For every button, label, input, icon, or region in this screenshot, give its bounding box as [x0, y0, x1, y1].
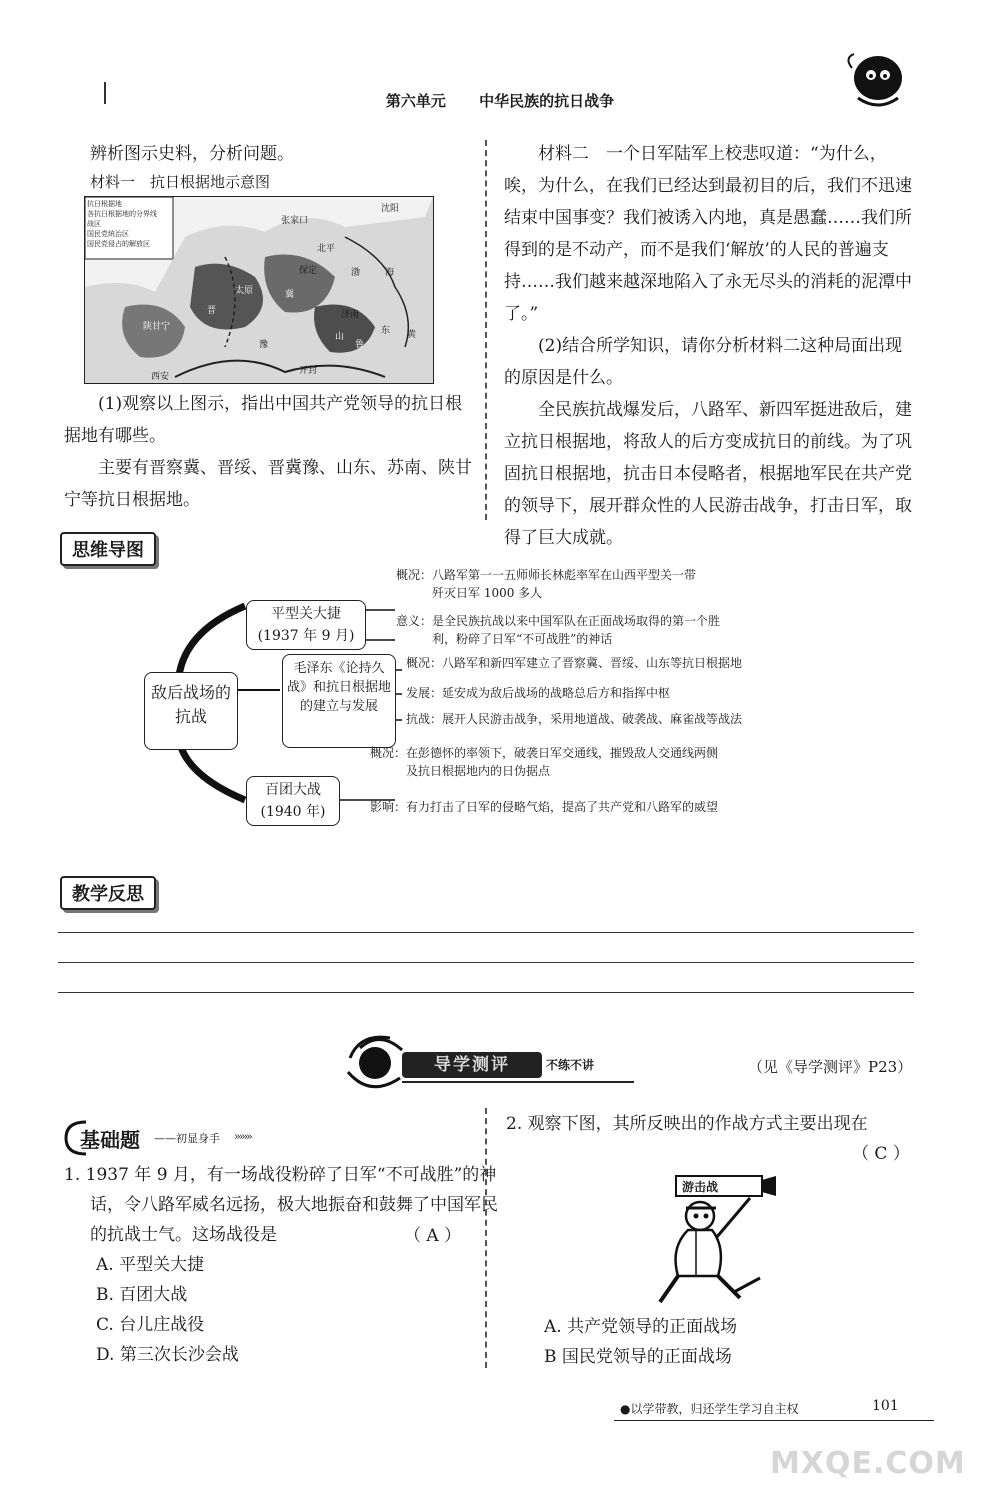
- footer-slogan: ●以学带教，归还学生学习自主权: [620, 1402, 799, 1416]
- pingxingguan-title: 平型关大捷: [271, 606, 341, 622]
- basic-title: 基础题: [80, 1128, 140, 1152]
- reflection-tag: 教学反思: [60, 876, 156, 910]
- map-label-yu: 豫: [259, 340, 269, 350]
- unit-title: 中华民族的抗日战争: [479, 92, 615, 110]
- map-label-lu: 鲁: [355, 340, 365, 350]
- answer-1-map: 主要有晋察冀、晋绥、晋冀豫、山东、苏南、陕甘宁等抗日根据地。: [64, 458, 472, 510]
- question-2-option-b: B 国民党领导的正面战场: [544, 1347, 732, 1367]
- guide-test-banner: [340, 1052, 640, 1082]
- pingxingguan-overview: [396, 566, 696, 602]
- hundred-regiments-overview-line2: 及抗日根据地内的日伪据点: [406, 764, 551, 778]
- mindmap-branch-base-areas: 毛泽东《论持久战》和抗日根据地的建立与发展: [282, 654, 396, 748]
- base-area-map: [84, 196, 434, 384]
- pingxingguan-significance-line1: 意义：是全民族抗战以来中国军队在正面战场取得的第一个胜: [396, 614, 721, 628]
- pingxingguan-date: (1937 年 9 月): [257, 628, 355, 644]
- map-label-shan: 山: [335, 332, 345, 342]
- basic-subtitle: ——初显身手: [154, 1132, 220, 1145]
- pingxingguan-overview-line1: 概况：八路军第一一五师师长林彪率军在山西平型关一带: [396, 568, 697, 582]
- answer-2-analysis: 全民族抗战爆发后，八路军、新四军挺进敌后，建立抗日根据地，将敌人的后方变成抗日的前线。为了巩固抗日根据地，抗击日本侵略者，根据地军民在共产党的领导下，展开群众性的人民游击战争，打击日军，取得了巨大成就。: [504, 400, 912, 548]
- question-1-option-b: B. 百团大战: [96, 1285, 188, 1305]
- mindmap-root: 敌后战场的抗战: [144, 672, 238, 750]
- column-divider-lower: [485, 1108, 487, 1368]
- map-label-hai: 海: [385, 268, 395, 278]
- question-1-option-c: C. 台儿庄战役: [96, 1315, 205, 1335]
- base-areas-overview: 概况：八路军和新四军建立了晋察冀、晋绥、山东等抗日根据地: [406, 656, 743, 670]
- question-2-analysis: (2)结合所学知识，请你分析材料二这种局面出现的原因是什么。: [504, 336, 903, 388]
- hundred-regiments-overview-line1: 概况：在彭德怀的率领下，破袭日军交通线，摧毁敌人交通线两侧: [370, 746, 719, 760]
- question-2-stem: 2. 观察下图，其所反映出的作战方式主要出现在: [506, 1114, 868, 1134]
- map-label-jinan: 济南: [341, 310, 360, 320]
- column-divider: [485, 140, 487, 520]
- map-legend-3: 战区: [87, 220, 101, 228]
- page-number: 101: [872, 1398, 899, 1414]
- map-label-kaifeng: 开封: [299, 366, 318, 376]
- unit-label: 第六单元: [385, 92, 446, 110]
- map-label-huang: 黄: [407, 330, 417, 340]
- banner-reference: （见《导学测评》P23）: [748, 1058, 913, 1076]
- map-legend-5: 国民党侵占的解放区: [87, 240, 150, 248]
- map-label-dong: 东: [381, 326, 391, 336]
- hundred-regiments-date: (1940 年): [260, 804, 326, 820]
- pingxingguan-significance: [396, 612, 720, 648]
- material1-title: 材料一 抗日根据地示意图: [90, 173, 271, 191]
- intro-text: 辨析图示史料，分析问题。: [90, 144, 294, 164]
- question-1-stem: 1. 1937 年 9 月，有一场战役粉碎了日军“不可战胜”的神话，令八路军威名远扬，极大地振奋和鼓舞了中国军民的抗战士气。这场战役是: [64, 1165, 498, 1245]
- material2-text: 材料二 一个日军陆军上校悲叹道：“为什么，唉，为什么，在我们已经达到最初目的后，我们不迅速结束中国事变？我们被诱入内地，真是愚蠢……我们所得到的是不动产，而不是我们‘解放’的人民的普遍支持……我们越来越深地陷入了永无尽头的消耗的泥潭中了。”: [504, 144, 912, 324]
- mindmap-tag: 思维导图: [60, 532, 156, 566]
- map-legend-4: 国民党统治区: [87, 230, 129, 238]
- map-label-beiping: 北平: [317, 244, 336, 254]
- pingxingguan-significance-line2: 利，粉碎了日军“不可战胜”的神话: [432, 632, 613, 646]
- map-label-zhangjiakou: 张家口: [281, 216, 309, 226]
- banner-subtitle: 不练不讲: [546, 1058, 595, 1072]
- footer-rule: [614, 1420, 934, 1421]
- base-areas-development: 发展：延安成为敌后战场的战略总后方和指挥中枢: [406, 686, 671, 700]
- question-2-answer: （ C ）: [852, 1144, 910, 1164]
- map-legend-1: 抗日根据地: [87, 200, 122, 208]
- banner-underline: [402, 1081, 634, 1083]
- binding-mark: [104, 82, 106, 104]
- banner-title: 导学测评: [402, 1052, 542, 1078]
- reflection-line-2: [58, 962, 914, 963]
- question-1-answer: （ A ）: [404, 1226, 462, 1246]
- hundred-regiments-overview: [370, 744, 718, 780]
- map-label-bo: 渤: [351, 268, 361, 278]
- cartoon-sign-text: 游击战: [682, 1180, 719, 1194]
- watermark: MXQE.COM: [770, 1446, 966, 1481]
- map-label-jin: 晋: [207, 306, 217, 316]
- question-1-option-a: A. 平型关大捷: [96, 1255, 205, 1275]
- swirl-icon: [340, 1028, 410, 1098]
- map-label-baoding: 保定: [299, 266, 318, 276]
- mindmap-branch-pingxingguan: [246, 600, 366, 650]
- reflection-line-1: [58, 932, 914, 933]
- map-label-shaanganning: 陕甘宁: [143, 322, 171, 332]
- map-label-xian: 西安: [151, 372, 170, 382]
- mascot-icon: [838, 48, 918, 114]
- map-label-ji: 冀: [285, 290, 295, 300]
- mindmap-branch-hundred-regiments: [246, 776, 340, 826]
- arrow-decoration-icon: ›››››››: [234, 1130, 251, 1143]
- hundred-regiments-impact: 影响：有力打击了日军的侵略气焰，提高了共产党和八路军的威望: [370, 800, 719, 814]
- map-label-shenyang: 沈阳: [381, 204, 400, 214]
- question-1-option-d: D. 第三次长沙会战: [96, 1345, 239, 1365]
- base-areas-warfare: 抗战：展开人民游击战争，采用地道战、破袭战、麻雀战等战法: [406, 712, 743, 726]
- map-legend-2: 各抗日根据地的分界线: [87, 210, 157, 218]
- basic-section-heading: [62, 1118, 292, 1158]
- reflection-line-3: [58, 992, 914, 993]
- pingxingguan-overview-line2: 歼灭日军 1000 多人: [432, 586, 543, 600]
- map-label-taiyuan: 太原: [235, 286, 254, 296]
- hundred-regiments-title: 百团大战: [265, 782, 321, 798]
- question-1-map: (1)观察以上图示，指出中国共产党领导的抗日根据地有哪些。: [64, 394, 463, 446]
- question-2-option-a: A. 共产党领导的正面战场: [544, 1317, 738, 1337]
